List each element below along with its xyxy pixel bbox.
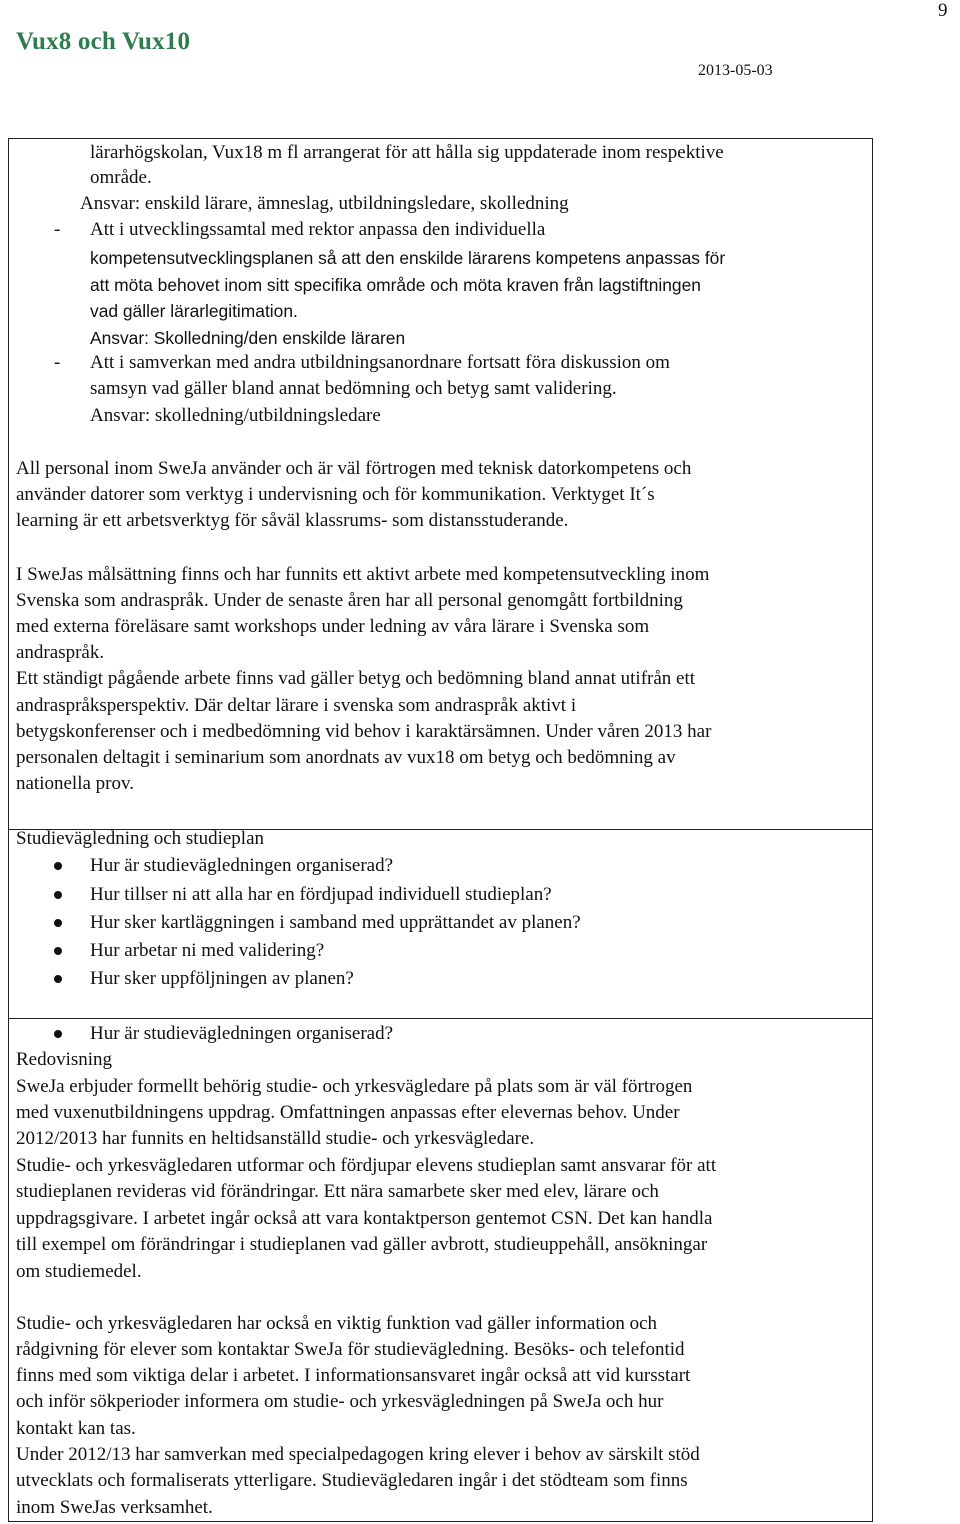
question-item: Hur sker uppföljningen av planen? bbox=[90, 968, 354, 989]
paragraph-line: 2012/2013 har funnits en heltidsanställd studie- och yrkesvägledare. bbox=[16, 1128, 535, 1149]
bullet-icon bbox=[54, 1030, 62, 1038]
paragraph-line: och inför sökperioder informera om studie- och yrkesvägledningen på SweJa och hur bbox=[16, 1391, 664, 1412]
paragraph-line: Studie- och yrkesvägledaren utformar och fördjupar elevens studieplan samt ansvarar för att bbox=[16, 1155, 717, 1176]
paragraph-line: Studie- och yrkesvägledaren har också en viktig funktion vad gäller information och bbox=[16, 1313, 658, 1334]
list-item-line: samsyn vad gäller bland annat bedömning och betyg samt validering. bbox=[90, 378, 617, 399]
responsibility-text: Ansvar: Skolledning/den enskilde läraren bbox=[90, 328, 406, 348]
paragraph-line: till exempel om förändringar i studieplanen vad gäller avbrott, studieuppehåll, ansökningar bbox=[16, 1234, 708, 1255]
paragraph-line: andraspråk. bbox=[16, 642, 105, 663]
list-dash: - bbox=[54, 352, 61, 373]
question-item: Hur sker kartläggningen i samband med upprättandet av planen? bbox=[90, 912, 581, 933]
section-heading: Studievägledning och studieplan bbox=[16, 828, 265, 849]
paragraph-line: uppdragsgivare. I arbetet ingår också att vara kontaktperson gentemot CSN. Det kan handla bbox=[16, 1208, 713, 1229]
paragraph-line: Svenska som andraspråk. Under de senaste åren har all personal genomgått fortbildning bbox=[16, 590, 683, 611]
paragraph-line: Under 2012/13 har samverkan med specialpedagogen kring elever i behov av särskilt stöd bbox=[16, 1444, 700, 1465]
list-item-line: Att i utvecklingssamtal med rektor anpassa den individuella bbox=[90, 219, 546, 240]
paragraph-line: med externa föreläsare samt workshops under ledning av våra lärare i Svenska som bbox=[16, 616, 650, 637]
paragraph-line: andraspråksperspektiv. Där deltar lärare i svenska som andraspråk aktivt i bbox=[16, 695, 577, 716]
page-number: 9 bbox=[938, 0, 948, 21]
report-label: Redovisning bbox=[16, 1049, 113, 1070]
paragraph-line: betygskonferenser och i medbedömning vid behov i karaktärsämnen. Under våren 2013 har bbox=[16, 721, 712, 742]
question-item: Hur arbetar ni med validering? bbox=[90, 940, 325, 961]
bullet-icon bbox=[54, 891, 62, 899]
list-item-line: att möta behovet inom sitt specifika område och möta kraven från lagstiftningen bbox=[90, 275, 701, 295]
responsibility-text: Ansvar: enskild lärare, ämneslag, utbildningsledare, skolledning bbox=[80, 193, 569, 214]
paragraph-line: rådgivning för elever som kontaktar SweJa för studievägledning. Besöks- och telefontid bbox=[16, 1339, 685, 1360]
paragraph-line: utvecklats och formaliserats ytterligare. Studievägledaren ingår i det stödteam som finns bbox=[16, 1470, 688, 1491]
paragraph-line: learning är ett arbetsverktyg för såväl klassrums- som distansstuderande. bbox=[16, 510, 569, 531]
bullet-icon bbox=[54, 919, 62, 927]
bullet-icon bbox=[54, 947, 62, 955]
list-dash: - bbox=[54, 219, 61, 240]
question-item: Hur är studievägledningen organiserad? bbox=[90, 1023, 394, 1044]
paragraph-line: SweJa erbjuder formellt behörig studie- och yrkesvägledare på plats som är väl förtrogen bbox=[16, 1076, 693, 1097]
paragraph-line: Ett ständigt pågående arbete finns vad gäller betyg och bedömning bland annat utifrån ett bbox=[16, 668, 696, 689]
paragraph-line: inom SweJas verksamhet. bbox=[16, 1497, 213, 1518]
paragraph-line: om studiemedel. bbox=[16, 1261, 142, 1282]
bullet-icon bbox=[54, 975, 62, 983]
question-item: Hur tillser ni att alla har en fördjupad individuell studieplan? bbox=[90, 884, 552, 905]
paragraph-line: studieplanen revideras vid förändringar. Ett nära samarbete sker med elev, lärare och bbox=[16, 1181, 659, 1202]
list-item-line: Att i samverkan med andra utbildningsanordnare fortsatt föra diskussion om bbox=[90, 352, 670, 373]
continuation-line: område. bbox=[90, 167, 152, 188]
paragraph-line: nationella prov. bbox=[16, 773, 135, 794]
continuation-line: lärarhögskolan, Vux18 m fl arrangerat för att hålla sig uppdaterade inom respektive bbox=[90, 142, 724, 163]
paragraph-line: I SweJas målsättning finns och har funnits ett aktivt arbete med kompetensutveckling inom bbox=[16, 564, 710, 585]
bullet-icon bbox=[54, 862, 62, 870]
responsibility-text: Ansvar: skolledning/utbildningsledare bbox=[90, 405, 381, 426]
paragraph-line: kontakt kan tas. bbox=[16, 1418, 136, 1439]
paragraph-line: med vuxenutbildningens uppdrag. Omfattningen anpassas efter elevernas behov. Under bbox=[16, 1102, 680, 1123]
document-title: Vux8 och Vux10 bbox=[16, 28, 191, 55]
paragraph-line: All personal inom SweJa använder och är väl förtrogen med teknisk datorkompetens och bbox=[16, 458, 692, 479]
question-item: Hur är studievägledningen organiserad? bbox=[90, 855, 394, 876]
document-date: 2013-05-03 bbox=[698, 62, 773, 79]
paragraph-line: finns med som viktiga delar i arbetet. I informationsansvaret ingår också att vid kursstart bbox=[16, 1365, 691, 1386]
paragraph-line: personalen deltagit i seminarium som anordnats av vux18 om betyg och bedömning av bbox=[16, 747, 676, 768]
list-item-line: vad gäller lärarlegitimation. bbox=[90, 301, 298, 321]
paragraph-line: använder datorer som verktyg i undervisning och för kommunikation. Verktyget It´s bbox=[16, 484, 655, 505]
list-item-line: kompetensutvecklingsplanen så att den enskilde lärarens kompetens anpassas för bbox=[90, 248, 726, 268]
